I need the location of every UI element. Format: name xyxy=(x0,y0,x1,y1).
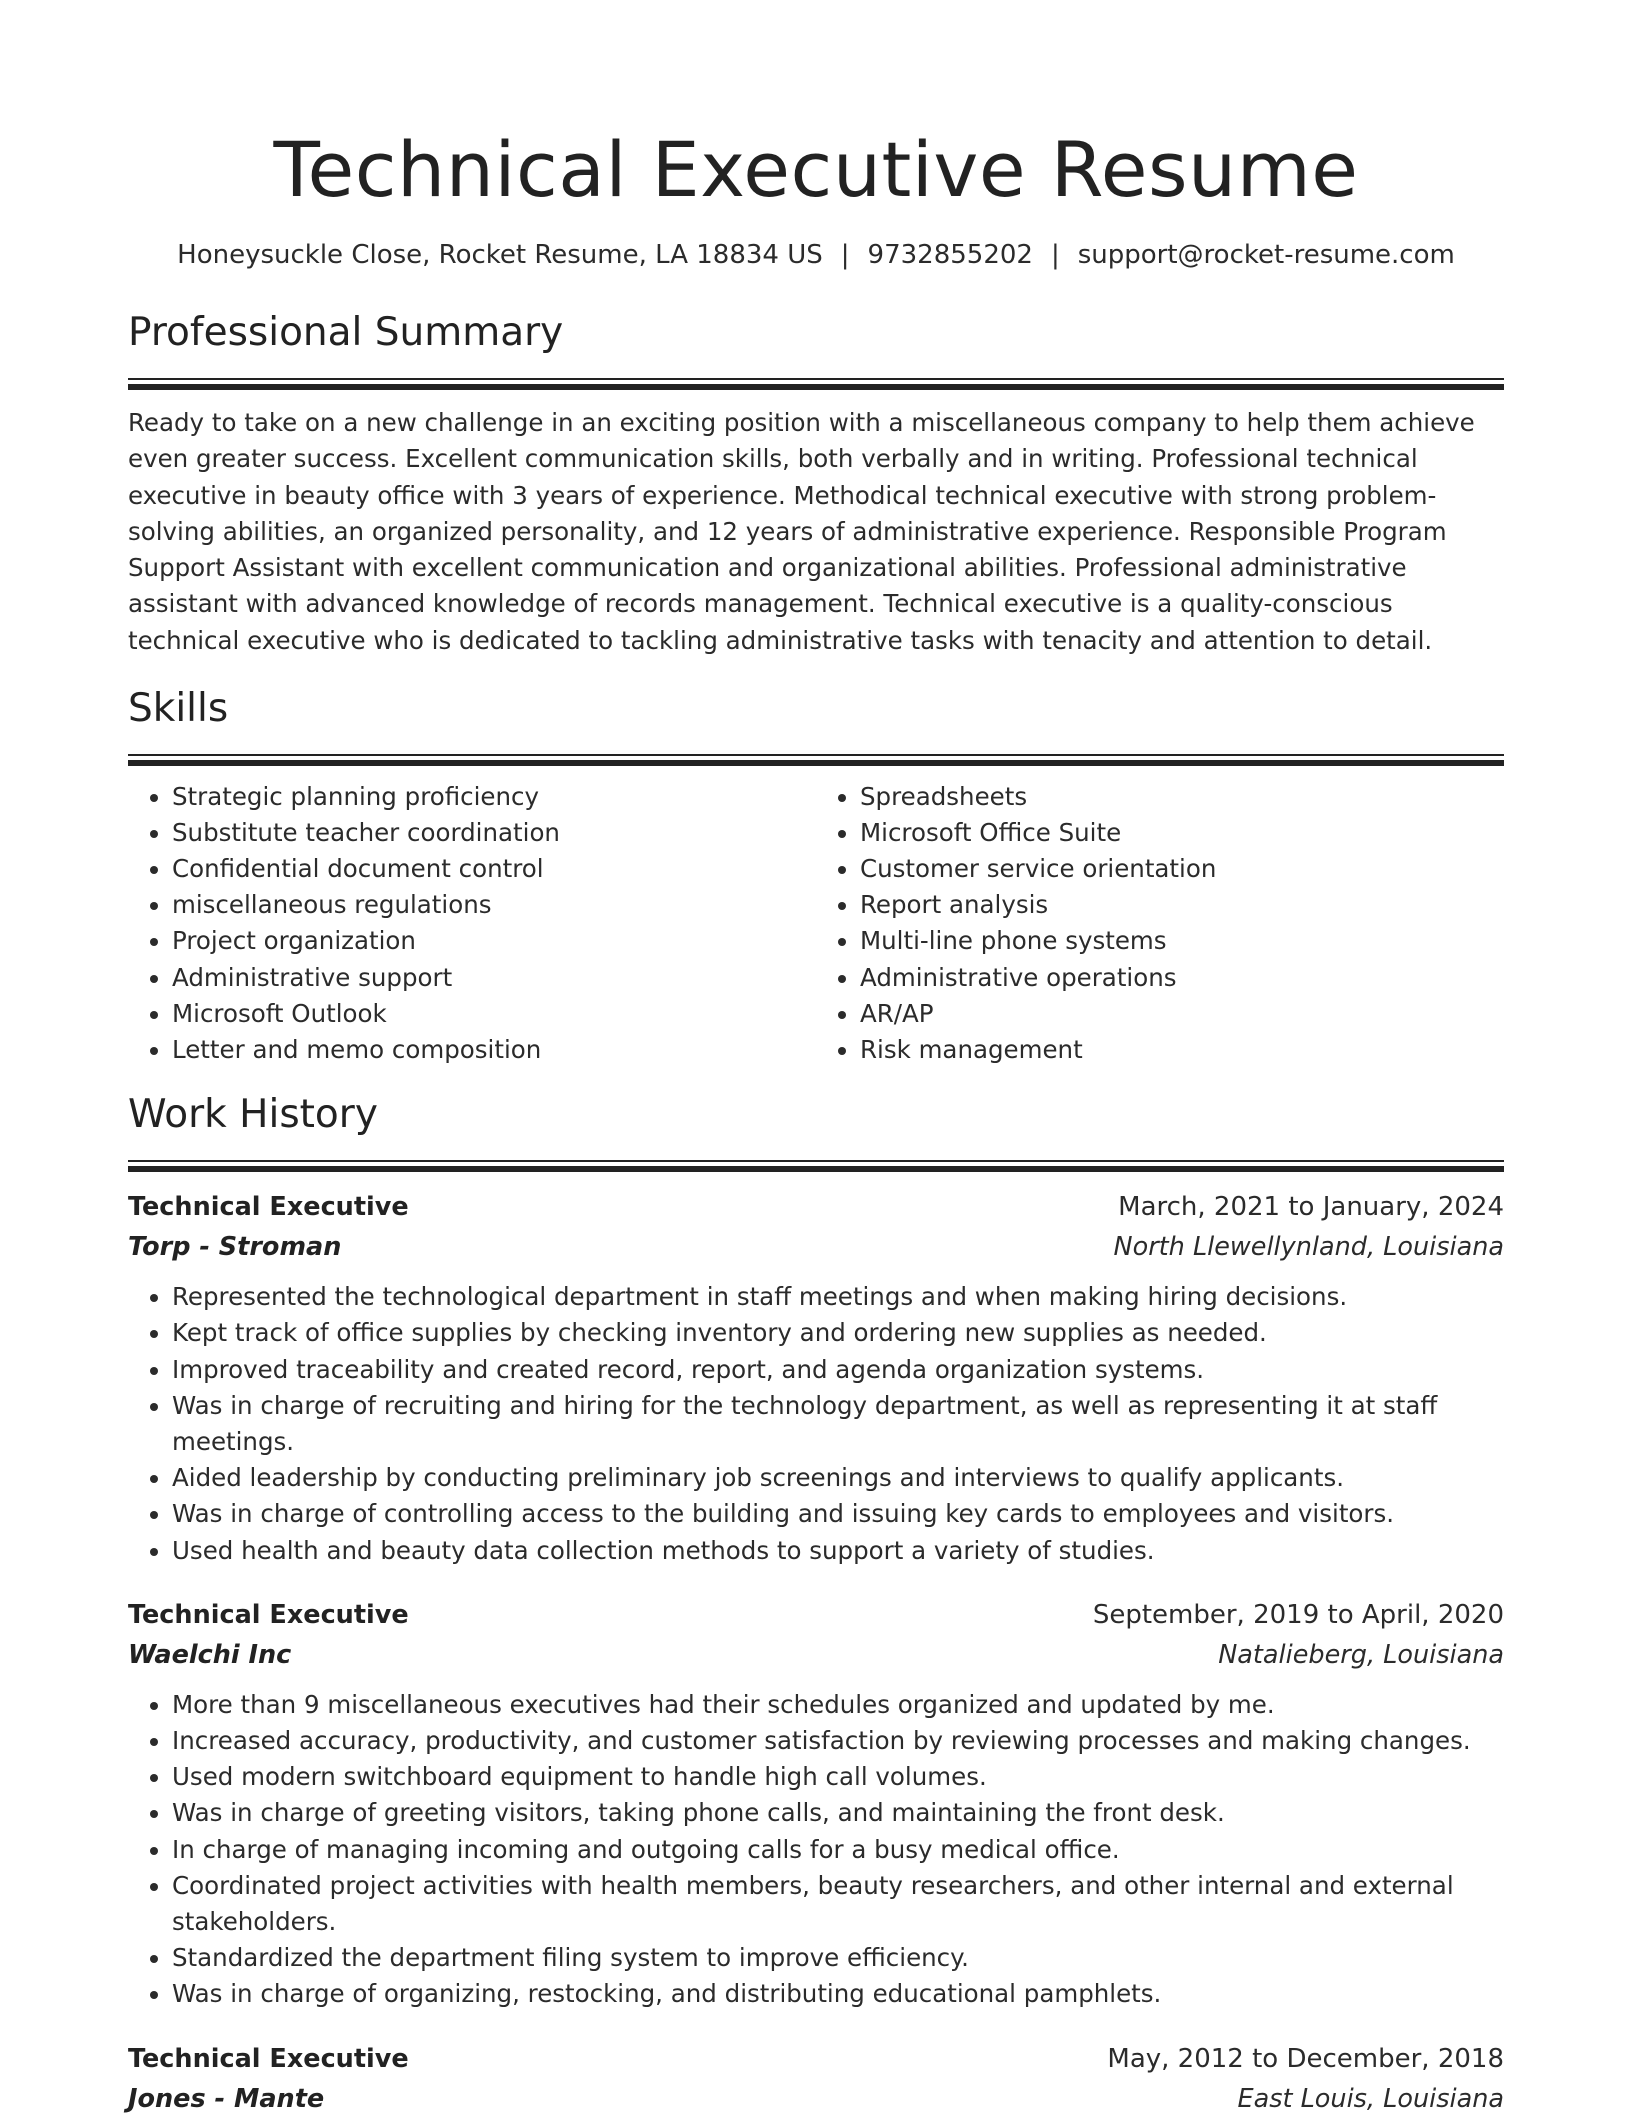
contact-address: Honeysuckle Close, Rocket Resume, LA 18834 US xyxy=(177,240,823,270)
skill-item: • Report analysis xyxy=(860,887,1504,923)
job-bullet: • Represented the technological department in staff meetings and when making hiring decisions. xyxy=(172,1279,1504,1315)
skill-item: • Project organization xyxy=(172,923,816,959)
section-heading: Professional Summary xyxy=(128,310,564,355)
job-location: East Louis, Louisiana xyxy=(1237,2083,1504,2114)
job-bullet: • Increased accuracy, productivity, and customer satisfaction by reviewing processes and making changes. xyxy=(172,1723,1504,1759)
contact-separator: | xyxy=(840,240,850,270)
skill-item: • Administrative support xyxy=(172,960,816,996)
summary-section xyxy=(128,308,1504,659)
job-company: Jones - Mante xyxy=(128,2083,325,2114)
skill-item: • miscellaneous regulations xyxy=(172,887,816,923)
skills-list-left xyxy=(128,779,816,1069)
job-bullet: • Was in charge of controlling access to the building and issuing key cards to employees and visitors. xyxy=(172,1496,1504,1532)
section-heading: Skills xyxy=(128,685,229,731)
contact-phone: 9732855202 xyxy=(867,240,1033,270)
skill-item: • Risk management xyxy=(860,1032,1504,1068)
contact-line xyxy=(128,238,1504,272)
section-divider xyxy=(128,754,1504,767)
job-bullet: • Was in charge of recruiting and hiring for the technology department, as well as representing it at staff meetings. xyxy=(172,1388,1504,1460)
skill-item: • Strategic planning proficiency xyxy=(172,779,816,815)
skill-item: • Substitute teacher coordination xyxy=(172,815,816,851)
job-bullet: • Standardized the department filing system to improve efficiency. xyxy=(172,1940,1504,1976)
contact-separator: | xyxy=(1050,240,1060,270)
job-bullet: • Used health and beauty data collection methods to support a variety of studies. xyxy=(172,1533,1504,1569)
skills-list-right xyxy=(816,779,1504,1069)
job-location: North Llewellynland, Louisiana xyxy=(1113,1232,1504,1263)
skill-item: • Microsoft Office Suite xyxy=(860,815,1504,851)
section-divider xyxy=(128,378,1504,391)
job-title: Technical Executive xyxy=(128,1599,409,1630)
job-bullets xyxy=(128,1279,1504,1569)
job-title: Technical Executive xyxy=(128,1192,409,1223)
skill-item: • Letter and memo composition xyxy=(172,1032,816,1068)
job-bullet: • Improved traceability and created record, report, and agenda organization systems. xyxy=(172,1352,1504,1388)
job-dates: September, 2019 to April, 2020 xyxy=(1092,1599,1504,1630)
skills-section xyxy=(128,684,1504,1069)
job-entry xyxy=(128,2039,1504,2119)
job-bullet: • Was in charge of organizing, restocking, and distributing educational pamphlets. xyxy=(172,1976,1504,2012)
job-dates: May, 2012 to December, 2018 xyxy=(1107,2043,1504,2074)
job-entry xyxy=(128,1595,1504,2013)
job-location: Natalieberg, Louisiana xyxy=(1218,1639,1504,1670)
skill-item: • Spreadsheets xyxy=(860,779,1504,815)
skill-item: • Multi-line phone systems xyxy=(860,923,1504,959)
job-dates: March, 2021 to January, 2024 xyxy=(1118,1192,1504,1223)
skills-grid xyxy=(128,779,1504,1069)
job-bullet: • Was in charge of greeting visitors, taking phone calls, and maintaining the front desk. xyxy=(172,1795,1504,1831)
section-divider xyxy=(128,1160,1504,1173)
skill-item: • AR/AP xyxy=(860,996,1504,1032)
job-bullet: • More than 9 miscellaneous executives had their schedules organized and updated by me. xyxy=(172,1687,1504,1723)
contact-email: support@rocket-resume.com xyxy=(1077,240,1455,270)
job-bullet: • Coordinated project activities with health members, beauty researchers, and other internal and external stakeholders. xyxy=(172,1868,1504,1940)
skill-item: • Microsoft Outlook xyxy=(172,996,816,1032)
work-history-section xyxy=(128,1090,1504,2118)
job-company: Waelchi Inc xyxy=(128,1639,292,1670)
job-bullets xyxy=(128,1687,1504,2013)
job-bullet: • In charge of managing incoming and outgoing calls for a busy medical office. xyxy=(172,1832,1504,1868)
job-entry xyxy=(128,1187,1504,1569)
job-company: Torp - Stroman xyxy=(128,1232,342,1263)
job-bullet: • Used modern switchboard equipment to handle high call volumes. xyxy=(172,1759,1504,1795)
skill-item: • Administrative operations xyxy=(860,960,1504,996)
skill-item: • Customer service orientation xyxy=(860,851,1504,887)
skill-item: • Confidential document control xyxy=(172,851,816,887)
summary-text: Ready to take on a new challenge in an exciting position with a miscellaneous company to help them achieve even greater success. Excellent communication skills, both verbally and in writing. Professional technical executive in beauty office with 3 years of experience. Methodical technical executive with strong problem-solving abilities, an organized personality, and 12 years of administrative experience. Responsible Program Support Assistant with excellent communication and organizational abilities. Professional administrative assistant with advanced knowledge of records management. Technical executive is a quality-conscious technical executive who is dedicated to tackling administrative tasks with tenacity and attention to detail. xyxy=(128,408,1475,655)
job-bullet: • Aided leadership by conducting preliminary job screenings and interviews to qualify applicants. xyxy=(172,1460,1504,1496)
section-heading: Work History xyxy=(128,1092,378,1138)
job-title: Technical Executive xyxy=(128,2043,409,2074)
job-bullet: • Kept track of office supplies by checking inventory and ordering new supplies as needed. xyxy=(172,1315,1504,1351)
resume-title: Technical Executive Resume xyxy=(273,125,1359,214)
